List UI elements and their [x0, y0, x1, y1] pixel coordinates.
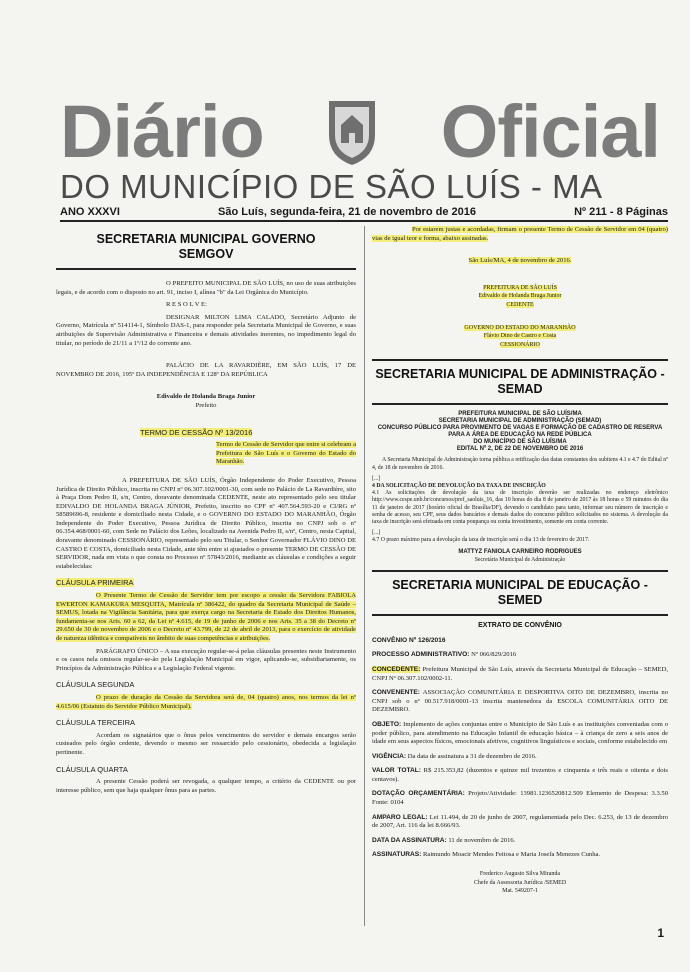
clause-2-title: CLÁUSULA SEGUNDA — [56, 680, 135, 690]
field-valor-total: VALOR TOTAL: R$ 215.353,82 (duzentos e quinze mil trezentos e cinquenta e três reais e oitenta e dois centavos). — [372, 767, 668, 783]
clause-4-title: CLÁUSULA QUARTA — [56, 764, 128, 774]
sig1-org: PREFEITURA DE SÃO LUÍS — [483, 284, 557, 291]
term-summary: Termo de Cessão de Servidor que entre si celebram a Prefeitura de São Luís e o Governo do Estado do Maranhão. — [216, 441, 356, 466]
final-sig-role: Chefe da Assessoria Jurídica /SEMED — [473, 879, 567, 886]
field-dotacao: DOTAÇÃO ORÇAMENTÁRIA: Projeto/Atividade: 13981.1236520812.509 Elemento de Despesa: 3.3.50 Fonte: 0104 — [372, 790, 668, 807]
issue-year: ANO XXXVI — [60, 206, 120, 218]
signature-block-2 — [372, 324, 668, 350]
semgov-intro: O PREFEITO MUNICIPAL DE SÃO LUÍS, no uso de suas atribuições legais, e de acordo com o disposto no art. 91, inciso I, alínea "b" da Lei Orgânica do Município. — [56, 280, 356, 296]
semad-rule-bottom — [372, 403, 668, 405]
clause-3-title: CLÁUSULA TERCEIRA — [56, 718, 136, 728]
semad-line-6: EDITAL Nº 2, DE 22 DE NOVEMBRO DE 2016 — [456, 446, 584, 453]
clause-4-body: A presente Cessão poderá ser revogada, a qualquer tempo, a critério da CEDENTE ou por interesse público, sem que haja qualquer ônus para as partes. — [56, 778, 356, 794]
term-title: TERMO DE CESSÃO Nº 13/2016 — [140, 427, 253, 437]
field-objeto: OBJETO: Implemento de ações conjuntas entre o Município de São Luís e as instituições conveniadas com o poder público, para atendimento na Educação Infantil de educação básica – à criança de zero a seis anos de idade em seus aspectos físicos, emocionais afetivos, cognitivos linguísticos e sociais, conforme estabelecido em — [372, 720, 669, 746]
sig2-org: GOVERNO DO ESTADO DO MARANHÃO — [464, 324, 576, 331]
semgov-signatory-role: Prefeito — [195, 401, 217, 409]
left-column — [56, 226, 356, 799]
semad-subtitle: 4 DA SOLICITAÇÃO DE DEVOLUÇÃO DA TAXA DE INSCRIÇÃO — [372, 482, 546, 489]
masthead-subtitle: DO MUNICÍPIO DE SÃO LUÍS - MA — [60, 168, 603, 205]
semgov-signatory: Edivaldo de Holanda Braga Junior — [156, 393, 256, 401]
semed-rule-bottom — [372, 614, 668, 616]
semad-item-4-7: 4.7 O prazo máximo para a devolução da taxa de inscrição será o dia 13 de fevereiro de 2017. — [372, 537, 590, 544]
convenio-label: CONVÊNIO Nº 126/2016 — [372, 636, 446, 644]
masthead-title-left: Diário — [60, 90, 264, 173]
semed-rule-top — [372, 570, 668, 572]
field-assinaturas: ASSINATURAS: Raimundo Moacir Mendes Feitosa e Maria Josefa Menezes Cunha. — [372, 851, 601, 859]
semad-line-4: PARA A ÁREA DE EDUCAÇÃO NA REDE PÚBLICA — [448, 432, 592, 439]
sig2-name: Flávio Dino de Castro e Costa — [483, 333, 557, 340]
semad-item-4-1: 4.1 As solicitações de devolução da taxa de inscrição deverão ser realizadas no endereço eletrônico http://www.cespe.unb.br/concursos/pref_saoluis_16, das 10 horas do dia 8 de janeiro de 2017 às 18 horas e 59 minutos do dia 11 de janeiro de 2017 (horário oficial de Brasília/DF), devendo o candidato para tanto, informar seu número de inscrição e senha de acesso, seu CPF, seus dados bancários e demais dados do concurso público solicitados no sistema. A devolução da taxa de inscrição será efetuada em conta poupança ou conta investimento, somente em conta corrente. — [372, 490, 668, 525]
semgov-designation: DESIGNAR MILTON LIMA CALADO, Secretário Adjunto de Governo, Matrícula nº 514114-1, Símbolo DAS-1, para responder pela Secretaria Municipal de Governo, e suas atribuições de Supervisão Administrativa e Financeira e demais atividades inerentes, no impedimento legal do titular, no período de 21/11 a 1º/12 do corrente ano. — [56, 313, 356, 347]
clause-1-paragraph: PARÁGRAFO ÚNICO – A sua execução regular-se-á pelas cláusulas presentes neste Instrumento e os casos nela omissos regular-se-ão pela Legislação Municipal em vigor, aplicando-se, subsidiariamente, os Princípios da Administração Pública e a Legislação Federal vigente. — [56, 647, 356, 672]
term-closing: Por estarem justas e acordadas, firmam o presente Termo de Cessão de Servidor em 04 (quatro) vias de igual teor e forma, abaixo assinadas. — [372, 226, 668, 242]
page-number: 1 — [657, 926, 664, 940]
clause-1-body: O Presente Termo de Cessão de Servidor tem por escopo a cessão da Servidora FABIOLA EWERTON KAMAKURA MESQUITA, Matrícula nº 386422, do quadro da Secretaria Municipal de Saúde – SEMUS, lotada na Vigilância Sanitária, para que exerça cargo na Secretaria de Estado dos Direitos Humanos, fundamenta-se nos Arts. 60 a 62, da Lei nº 4.615, de 19 de junho de 2006 e nos Arts. 35 a 38 do Decreto nº 29.650 de 30 de novembro de 2006 e o Decreto nº 43.799, de 22 de abril de 2013, para o exercício de atividade de natureza idêntica e compatíveis no âmbito de suas competências e atribuições. — [56, 592, 356, 642]
term-place-date: São Luís/MA, 4 de novembro de 2016. — [468, 257, 572, 265]
field-processo: PROCESSO ADMINISTRATIVO: Nº 066/829/2016 — [372, 651, 517, 659]
issue-date: São Luís, segunda-feira, 21 de novembro de 2016 — [218, 206, 476, 218]
semad-sig-role: Secretária Municipal de Administração — [474, 556, 566, 563]
right-column — [372, 226, 668, 896]
clause-2-body: O prazo de duração da Cessão da Servidora será de, 04 (quatro) anos, nos termos da lei nº 4.615/06 (Estatuto do Servidor Público Municipal). — [56, 693, 356, 710]
sig2-role: CESSIONÁRIO — [500, 341, 540, 348]
column-divider — [364, 226, 365, 926]
semgov-palace-line: PALÁCIO DE LA RAVARDIÈRE, EM SÃO LUÍS, 17 DE NOVEMBRO DE 2016, 195º DA INDEPENDÊNCIA E 128º DA REPÚBLICA — [56, 362, 356, 378]
semad-body: A Secretaria Municipal de Administração torna pública a retificação das datas constantes dos subitens 4.1 e 4.7 do Edital nº 4, de 18 de novembro de 2016. — [372, 457, 668, 471]
clause-3-body: Acordam os signatários que o ônus pelos vencimentos do servidor e demais encargos serão custeados pelo órgão cedente, devendo o mesmo ser ressarcido pelo cessionário, obedecida a legislação pertinente. — [56, 731, 356, 756]
semad-rule-top — [372, 359, 668, 361]
final-sig-mat: Mat. 549207-1 — [502, 888, 538, 895]
field-data-assinatura: DATA DA ASSINATURA: 11 de novembro de 2016. — [372, 836, 516, 844]
semad-header: SECRETARIA MUNICIPAL DE ADMINISTRAÇÃO - SEMAD — [375, 367, 665, 397]
semed-header: SECRETARIA MUNICIPAL DE EDUCAÇÃO - SEMED — [392, 578, 648, 608]
masthead — [60, 90, 660, 205]
field-amparo-legal: AMPARO LEGAL: Lei 11.494, de 20 de junho de 2007, regulamentada pelo Dec. 6.253, de 13 de dezembro de 2007, Art. 116 da lei 8.666/93. — [372, 813, 668, 830]
extract-title: EXTRATO DE CONVÊNIO — [478, 622, 562, 630]
signature-block-1 — [372, 284, 668, 310]
final-sig-name: Frederico Augusto Silva Miranda — [479, 871, 561, 878]
semad-line-3: CONCURSO PÚBLICO PARA PROVIMENTO DE VAGAS E FORMAÇÃO DE CADASTRO DE RESERVA — [377, 425, 663, 432]
semgov-resolve: R E S O L V E: — [166, 301, 207, 309]
semgov-header: SECRETARIA MUNICIPAL GOVERNO SEMGOV — [96, 232, 316, 261]
clause-1-title: CLÁUSULA PRIMEIRA — [56, 578, 134, 588]
term-body: A PREFEITURA DE SÃO LUÍS, Órgão Independente do Poder Executivo, Pessoa Jurídica de Direito Público, inscrita no CNPJ nº 06.307.102/0001-30, com sede no Palácio de La Ravardière, sito à Praça Dom Pedro II, s/n, Centro, doravante denominada CEDENTE, neste ato representado pelo seu titular EDIVALDO DE HOLANDA BRAGA JÚNIOR, Prefeito, inscrito no CPF nº 407.564.593-20 e CI/RG nº 58589696-8, residente e domiciliado nesta Cidade, e o GOVERNO DO ESTADO DO MARANHÃO, Órgão Independente do Poder Executivo, Pessoa Jurídica de Direito Público, inscrita no CNPJ sob o nº 06.354.468/0001-60, com Sede no Palácio dos Leões, localizado na Avenida Pedro II, s/nº, Centro, nesta Capital, doravante denominado CESSIONÁRIO, representado pelo seu Titular, o Senhor Governador FLÁVIO DINO DE CASTRO E COSTA, domiciliado nesta Cidade, ante têm entre si ajustados o presente TERMO DE CESSÃO DE SERVIDOR, nada em vista o que consta no Processo nº 57843/2016, mediante as cláusulas e condições a seguir estabelecidas: — [56, 476, 356, 570]
field-convenente: CONVENENTE: ASSOCIAÇÃO COMUNITÁRIA E DESPORTIVA OITO DE DEZEMBRO, inscrita no CNPJ sob o nº 00.517.918/0001-13 inscrita mantenedora da ESCOLA COMUNITÁRIA OITO DE DEZEMBRO. — [372, 689, 668, 714]
final-signature — [372, 870, 668, 896]
coat-of-arms-icon — [323, 95, 381, 167]
semad-sig-name: MATTYZ FANIOLA CARNEIRO RODRIGUES — [458, 548, 582, 555]
masthead-title-right: Oficial — [440, 90, 660, 173]
issue-number: Nº 211 - 8 Páginas — [574, 206, 668, 218]
semad-ellipsis-1: [...] — [372, 475, 381, 482]
field-vigencia: VIGÊNCIA: Da data de assinatura a 31 de dezembro de 2016. — [372, 752, 537, 760]
field-concedente: CONCEDENTE: Prefeitura Municipal de São Luís, através da Secretaria Municipal de Educação – SEMED, CNPJ Nº 06.307.102/0002-11. — [372, 665, 668, 682]
issue-bar — [60, 204, 668, 222]
semad-line-2: SECRETARIA MUNICIPAL DE ADMINISTRAÇÃO (SEMAD) — [438, 418, 602, 425]
sig1-role: CEDENTE — [506, 301, 534, 308]
sig1-name: Edivaldo de Holanda Braga Junior — [478, 293, 562, 300]
semad-line-1: PREFEITURA MUNICIPAL DE SÃO LUÍS/MA — [458, 411, 582, 418]
semad-line-5: DO MUNICÍPIO DE SÃO LUÍS/MA — [473, 439, 567, 446]
semad-ellipsis-2: [...] — [372, 530, 381, 537]
header-rule — [56, 268, 356, 270]
